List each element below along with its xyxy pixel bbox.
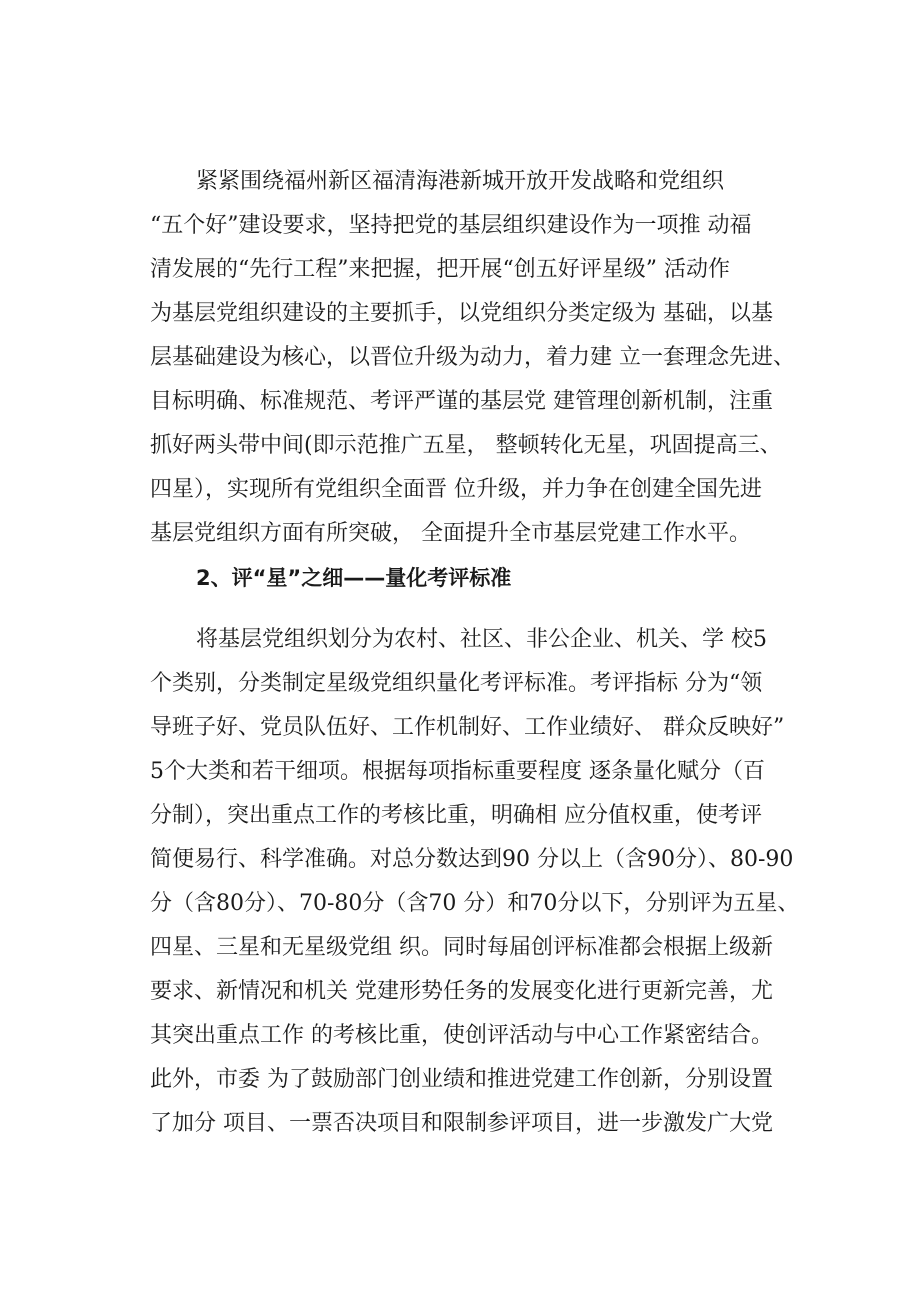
paragraph-1-line-1: 紧紧围绕福州新区福清海港新城开放开发战略和党组织 [196, 169, 725, 194]
paragraph-2-line-11: 此外，市委 为了鼓励部门创业绩和推进党建工作创新，分别设置 [150, 1067, 773, 1092]
paragraph-1-line-7: 抓好两头带中间(即示范推广五星， 整顿转化无星，巩固提高三、 [150, 433, 782, 458]
paragraph-1-line-5: 层基础建设为核心，以晋位升级为动力，着力建 立一套理念先进、 [150, 345, 795, 370]
paragraph-2-line-2: 个类别，分类制定星级党组织量化考评标准。考评指标 分为“领 [150, 671, 763, 696]
paragraph-2-line-6: 简便易行、科学准确。对总分数达到90 分以上（含90分）、80-90 [150, 847, 794, 872]
paragraph-2-line-7: 分（含80分）、70-80分（含70 分）和70分以下，分别评为五星、 [150, 891, 800, 916]
paragraph-1-line-3: 清发展的“先行工程”来把握，把开展“创五好评星级” 活动作 [150, 257, 730, 282]
paragraph-2-line-1: 将基层党组织划分为农村、社区、非公企业、机关、学 校5 [196, 627, 767, 652]
paragraph-2-line-9: 要求、新情况和机关 党建形势任务的发展变化进行更新完善，尤 [150, 979, 773, 1004]
paragraph-2-line-3: 导班子好、党员队伍好、工作机制好、工作业绩好、 群众反映好” [150, 715, 785, 740]
paragraph-1-line-6: 目标明确、标准规范、考评严谨的基层党 建管理创新机制，注重 [150, 389, 773, 414]
section-heading: 2、评“星”之细——量化考评标准 [196, 566, 512, 590]
paragraph-1-line-9: 基层党组织方面有所突破， 全面提升全市基层党建工作水平。 [150, 521, 751, 546]
paragraph-2-line-10: 其突出重点工作 的考核比重，使创评活动与中心工作紧密结合。 [150, 1023, 773, 1048]
paragraph-2-line-8: 四星、三星和无星级党组 织。同时每届创评标准都会根据上级新 [150, 935, 773, 960]
paragraph-2-line-5: 分制），突出重点工作的考核比重，明确相 应分值权重，使考评 [150, 803, 762, 828]
paragraph-2-line-12: 了加分 项目、一票否决项目和限制参评项目，进一步激发广大党 [150, 1111, 773, 1136]
paragraph-1-line-8: 四星），实现所有党组织全面晋 位升级，并力争在创建全国先进 [150, 477, 762, 502]
paragraph-1-line-2: “五个好”建设要求，坚持把党的基层组织建设作为一项推 动福 [150, 213, 752, 238]
paragraph-2-line-4: 5个大类和若干细项。根据每项指标重要程度 逐条量化赋分（百 [150, 759, 765, 784]
paragraph-1-line-4: 为基层党组织建设的主要抓手，以党组织分类定级为 基础，以基 [150, 301, 773, 326]
